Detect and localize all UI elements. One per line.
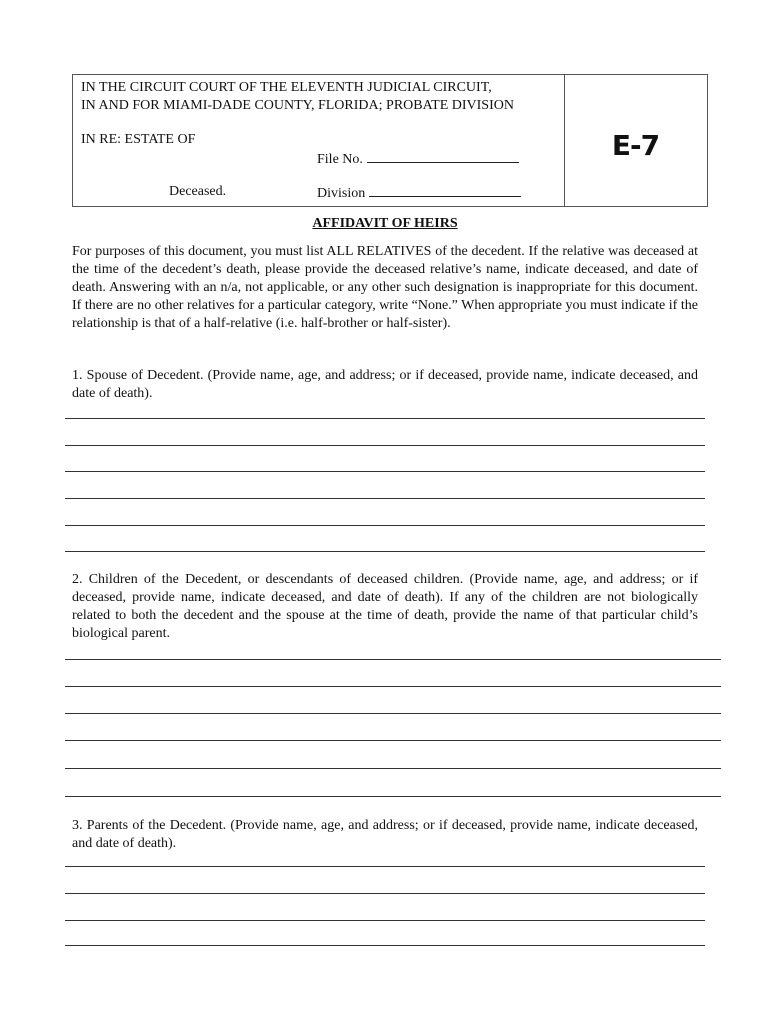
deceased-label: Deceased. <box>169 184 227 199</box>
section-parents-prompt: 3. Parents of the Decedent. (Provide name, age, and address; or if deceased, provide name, indicate deceased, and date of death). <box>72 818 698 851</box>
answer-line[interactable] <box>65 659 721 660</box>
section-children-prompt: 2. Children of the Decedent, or descendants of deceased children. (Provide name, age, and address; or if deceased, provide name, indicate deceased, and date of death). If any of the children are not biologically related to both the decedent and the spouse at the time of death, provide the name of that particular child’s biological parent. <box>72 572 698 641</box>
answer-line[interactable] <box>65 866 705 867</box>
answer-line[interactable] <box>65 768 721 769</box>
section-spouse-prompt: 1. Spouse of Decedent. (Provide name, age, and address; or if deceased, provide name, indicate deceased, and date of death). <box>72 368 698 401</box>
division-blank[interactable] <box>369 183 521 197</box>
answer-line[interactable] <box>65 471 705 472</box>
file-number-blank[interactable] <box>367 149 519 163</box>
answer-line[interactable] <box>65 525 705 526</box>
answer-line[interactable] <box>65 713 721 714</box>
estate-of-label: IN RE: ESTATE OF <box>81 132 196 147</box>
instructions-paragraph: For purposes of this document, you must list ALL RELATIVES of the decedent. If the relative was deceased at the time of the decedent’s death, please provide the deceased relative’s name, indicate deceased, and date of death. Answering with an n/a, not applicable, or any other such designation is inappropriate for this document. If there are no other relatives for a particular category, write “None.” When appropriate you must indicate if the relationship is that of a half-relative (i.e. half-brother or half-sister). <box>72 244 698 331</box>
answer-line[interactable] <box>65 920 705 921</box>
answer-line[interactable] <box>65 740 721 741</box>
division-label: Division <box>317 186 366 201</box>
division-field[interactable] <box>317 183 521 203</box>
answer-line[interactable] <box>65 796 721 797</box>
answer-line[interactable] <box>65 498 705 499</box>
answer-line[interactable] <box>65 551 705 552</box>
caption-left-panel <box>73 75 565 206</box>
answer-line[interactable] <box>65 445 705 446</box>
answer-line[interactable] <box>65 686 721 687</box>
form-code: E-7 <box>611 129 660 162</box>
case-caption-box <box>72 74 708 207</box>
answer-line[interactable] <box>65 893 705 894</box>
answer-line[interactable] <box>65 945 705 946</box>
answer-line[interactable] <box>65 418 705 419</box>
document-title: AFFIDAVIT OF HEIRS <box>312 216 458 231</box>
court-name-line-1: IN THE CIRCUIT COURT OF THE ELEVENTH JUDICIAL CIRCUIT, <box>81 80 492 95</box>
file-number-field[interactable] <box>317 149 519 169</box>
court-name-line-2: IN AND FOR MIAMI-DADE COUNTY, FLORIDA; PROBATE DIVISION <box>81 98 514 113</box>
file-number-label: File No. <box>317 152 363 167</box>
